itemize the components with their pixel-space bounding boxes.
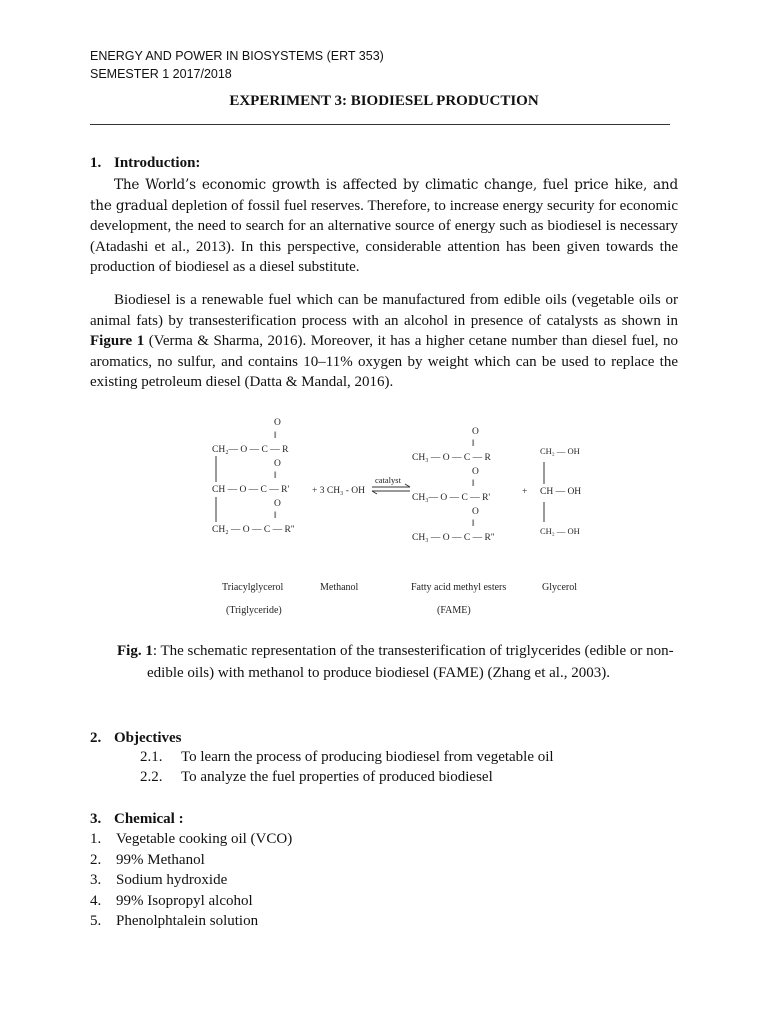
label-methanol: Methanol [320, 582, 359, 593]
objective-text: To learn the process of producing biodiesel from vegetable oil [181, 749, 554, 765]
equilibrium-arrow [372, 484, 410, 494]
fame-o-2: O [472, 467, 479, 477]
chemical-text: Sodium hydroxide [116, 872, 228, 888]
chemical-number: 5. [90, 913, 102, 929]
chemical-item [90, 913, 258, 930]
fame-row-3: CH₃ — O — C — R" [412, 533, 495, 543]
objective-text: To analyze the fuel properties of produced biodiesel [181, 769, 493, 785]
tg-dbl-3: ‖ [274, 511, 277, 521]
section-number: 2. [90, 730, 102, 746]
chemical-number: 4. [90, 893, 102, 909]
course-title: ENERGY AND POWER IN BIOSYSTEMS (ERT 353) [90, 49, 384, 63]
tg-row-3: CH₂ — O — C — R" [212, 525, 295, 535]
chemical-item [90, 893, 253, 910]
intro-paragraph-2-a: Biodiesel is a renewable fuel which can be manufactured from edible oils (vegetable oils or animal fats) by transesterification process with an alcohol in presence of catalysts as shown in [90, 292, 678, 329]
chemical-text: Phenolphtalein solution [116, 913, 259, 929]
intro-paragraph-2-b: (Verma & Sharma, 2016). Moreover, it has a higher cetane number than diesel fuel, no aromatics, no sulfur, and contains 10–11% oxygen by weight which can be used to replace the existing petroleum diesel (Datta & Mandal, 2016). [90, 333, 679, 390]
chemical-number: 3. [90, 872, 102, 888]
figure-caption [117, 640, 677, 684]
caption-text-1: : The schematic representation of the transesterification of triglycerides (edible or non- [152, 643, 674, 659]
objective-item [140, 749, 554, 766]
tg-dbl-2: ‖ [274, 471, 277, 481]
glycerol-row-2: CH — OH [540, 487, 582, 497]
semester-label: SEMESTER 1 2017/2018 [90, 67, 232, 81]
tg-row-2: CH — O — C — R' [212, 485, 290, 495]
section-number: 1. [90, 155, 102, 171]
intro-paragraph-2 [90, 290, 678, 393]
label-fame: Fatty acid methyl esters [411, 582, 507, 593]
label-triglyceride: (Triglyceride) [226, 605, 282, 616]
tg-o-3: O [274, 499, 281, 509]
intro-paragraph-1-rest: depletion of fossil fuel reserves. Therefore, to increase energy security for economic development, the need to search for an alternative source of energy such as biodiesel is necessary (Atadashi et al., 2013). In this perspective, considerable attention has been given towards the production of biodiesel as a diesel substitute. [90, 197, 678, 275]
intro-paragraph-1 [90, 175, 678, 278]
fame-row-1: CH₃ — O — C — R [412, 453, 491, 463]
label-triacylglycerol: Triacylglycerol [222, 582, 284, 593]
transesterification-figure [200, 408, 600, 623]
section-title: Chemical : [114, 811, 184, 827]
section-number: 3. [90, 811, 102, 827]
figure-reference: Figure 1 [90, 333, 145, 349]
objective-number: 2.1. [140, 749, 163, 765]
section-title: Introduction: [114, 155, 201, 171]
label-fame-abbr: (FAME) [437, 605, 471, 616]
chemical-item [90, 852, 205, 869]
section-objectives-heading [90, 730, 181, 747]
chemical-text: 99% Isopropyl alcohol [116, 893, 253, 909]
section-introduction-heading [90, 155, 200, 172]
tg-dbl-1: ‖ [274, 431, 277, 441]
methanol-formula: + 3 CH₃ - OH [312, 486, 366, 496]
chemical-number: 2. [90, 852, 102, 868]
label-glycerol: Glycerol [542, 582, 577, 593]
page-title: EXPERIMENT 3: BIODIESEL PRODUCTION [229, 93, 539, 109]
fame-o-1: O [472, 427, 479, 437]
objective-item [140, 769, 493, 786]
plus-sign: + [522, 487, 528, 497]
chemical-item [90, 872, 227, 889]
glycerol-row-3: CH₂ — OH [540, 526, 580, 536]
title-divider [90, 124, 670, 125]
tg-o-top: O [274, 418, 281, 428]
fame-row-2: CH₃— O — C — R' [412, 493, 491, 503]
catalyst-label: catalyst [375, 475, 401, 485]
section-chemical-heading [90, 811, 184, 828]
chemical-item [90, 831, 292, 848]
intro-paragraph-1-lead: The World’s economic growth is affected by climatic change, fuel price hike, and the gradual [90, 177, 678, 214]
fame-o-3: O [472, 507, 479, 517]
objective-number: 2.2. [140, 769, 163, 785]
tg-row-1: CH₂— O — C — R [212, 445, 289, 455]
caption-text-2: edible oils) with methanol to produce biodiesel (FAME) (Zhang et al., 2003). [147, 665, 610, 681]
chemical-text: Vegetable cooking oil (VCO) [116, 831, 293, 847]
tg-o-2: O [274, 459, 281, 469]
chemical-number: 1. [90, 831, 102, 847]
glycerol-row-1: CH₂ — OH [540, 446, 580, 456]
fame-dbl-3: ‖ [472, 519, 475, 529]
chemical-text: 99% Methanol [116, 852, 205, 868]
fame-dbl-2: ‖ [472, 479, 475, 489]
fame-dbl-1: ‖ [472, 439, 475, 449]
section-title: Objectives [114, 730, 182, 746]
caption-label: Fig. 1 [117, 643, 153, 659]
